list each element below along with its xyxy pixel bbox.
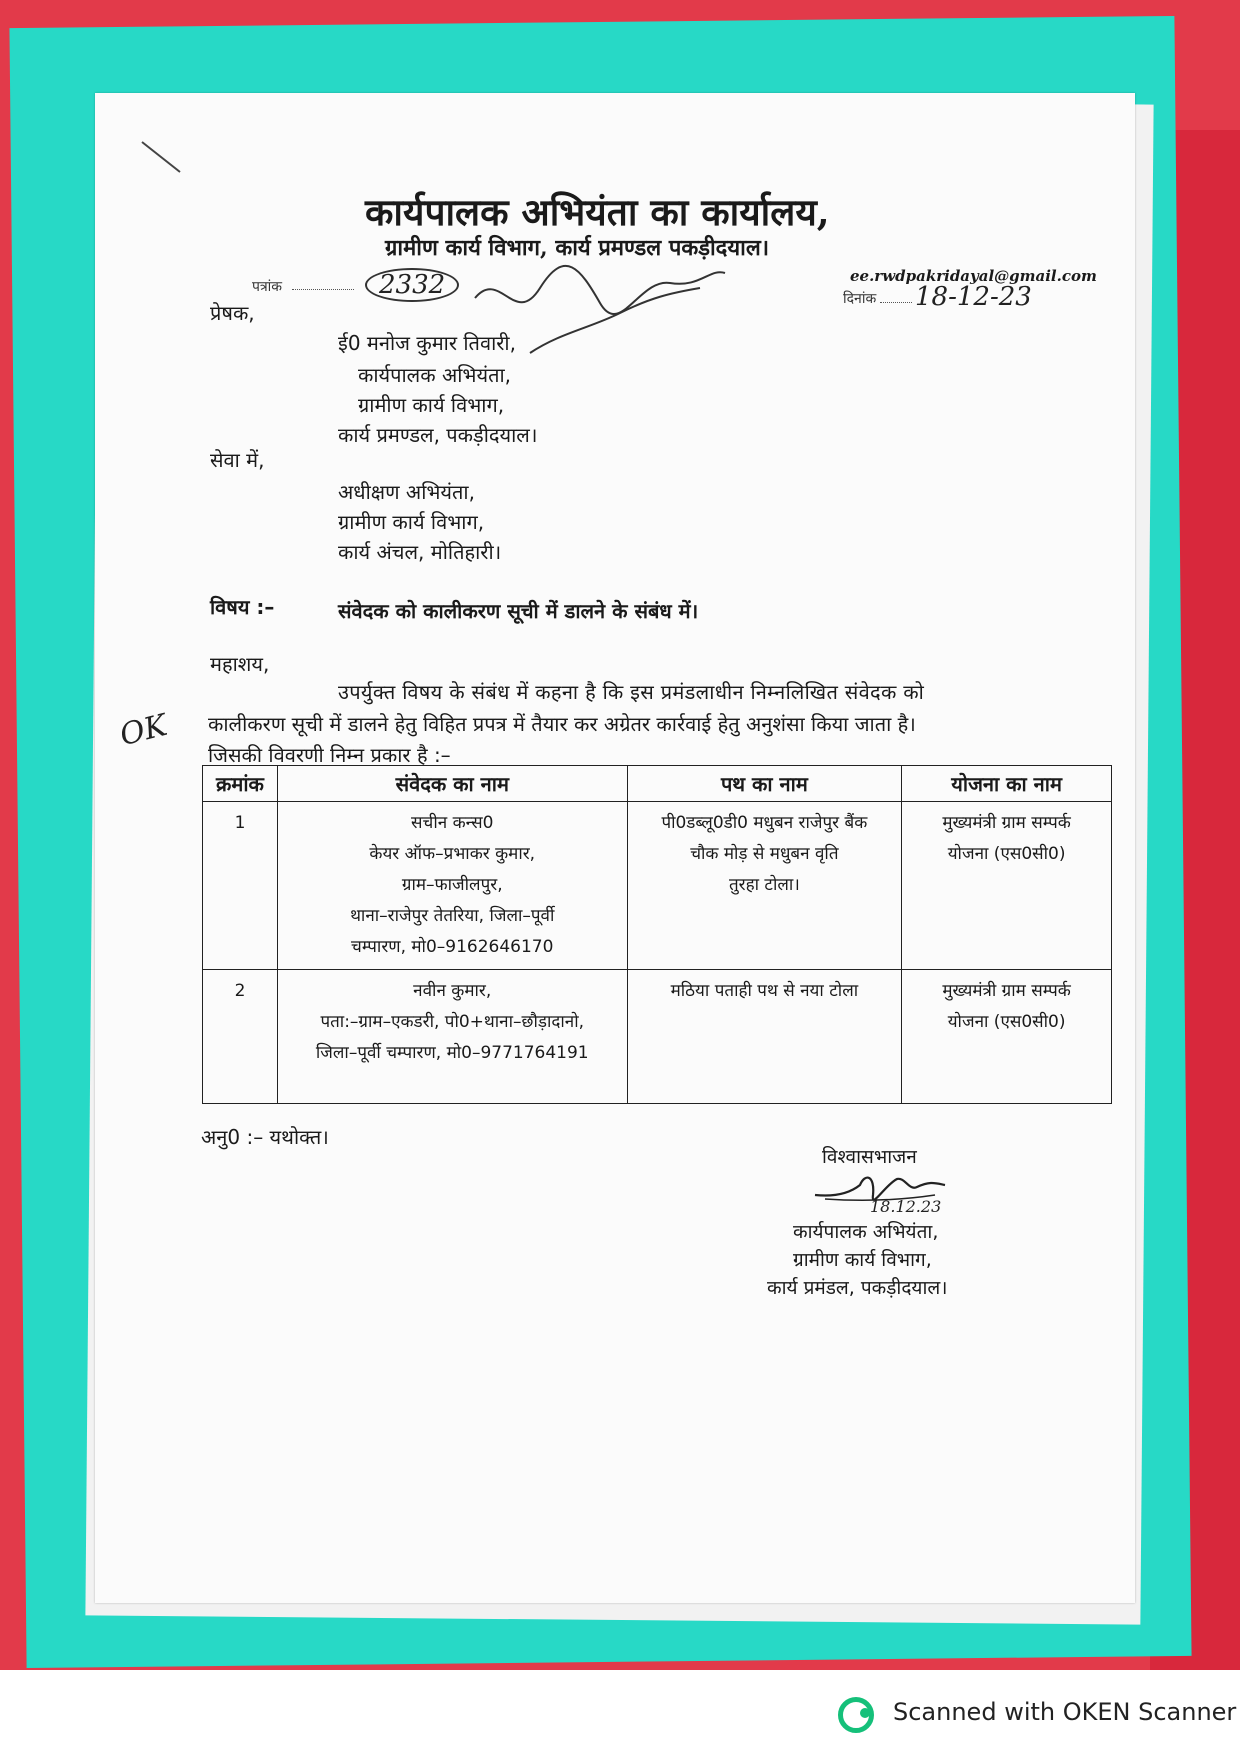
contractor-cell — [277, 802, 627, 970]
subject-text: संवेदक को कालीकरण सूची में डालने के संबंध में। — [338, 599, 699, 623]
sender-line: कार्य प्रमण्डल, पकड़ीदयाल। — [338, 423, 538, 447]
sender-label: प्रेषक, — [210, 301, 255, 325]
road-line: चौक मोड़ से मधुबन वृति — [690, 844, 839, 864]
column-header: योजना का नाम — [902, 766, 1112, 802]
road-line: मठिया पताही पथ से नया टोला — [670, 981, 859, 1001]
office-subtitle: ग्रामीण कार्य विभाग, कार्य प्रमण्डल पकड़ीदयाल। — [385, 235, 770, 261]
salutation: महाशय, — [210, 652, 270, 676]
column-header: संवेदक का नाम — [277, 766, 627, 802]
office-title: कार्यपालक अभियंता का कार्यालय, — [365, 190, 830, 234]
signature — [805, 1165, 955, 1225]
yours-faithfully: विश्वासभाजन — [822, 1146, 917, 1168]
pen-mark — [140, 138, 185, 178]
recipient-line: अधीक्षण अभियंता, — [338, 480, 475, 504]
letter-no-label: पत्रांक — [252, 279, 283, 295]
road-line: तुरहा टोला। — [728, 875, 800, 895]
contractor-line: नवीन कुमार, — [413, 981, 492, 1001]
contractor-line: सचीन कन्स0 — [411, 813, 494, 833]
contractor-cell — [277, 970, 627, 1104]
office-email: ee.rwdpakridayal@gmail.com — [850, 267, 1097, 285]
date-dots — [880, 302, 912, 303]
contractor-line: केयर ऑफ–प्रभाकर कुमार, — [369, 844, 536, 864]
letter-no-dots — [292, 289, 354, 290]
sender-line: ई0 मनोज कुमार तिवारी, — [338, 331, 516, 355]
date-label: दिनांक — [843, 291, 877, 307]
contractor-line: जिला–पूर्वी चम्पारण, मो0–9771764191 — [315, 1043, 589, 1063]
scheme-cell — [902, 802, 1112, 970]
road-cell — [627, 802, 902, 970]
contractor-line: पता:–ग्राम–एकडरी, पो0+थाना–छौड़ादानो, — [320, 1012, 585, 1032]
scheme-line: योजना (एस0सी0) — [947, 844, 1066, 864]
serial-cell: 1 — [203, 802, 278, 970]
scheme-line: योजना (एस0सी0) — [947, 1012, 1066, 1032]
margin-note: OK — [116, 707, 171, 754]
signature-date: 18.12.23 — [870, 1197, 942, 1216]
road-line: पी0डब्लू0डी0 मधुबन राजेपुर बैंक — [661, 813, 868, 833]
scheme-line: मुख्यमंत्री ग्राम सम्पर्क — [942, 813, 1071, 833]
body-paragraph-line: उपर्युक्त विषय के संबंध में कहना है कि इस प्रमंडलाधीन निम्नलिखित संवेदक को — [338, 680, 925, 704]
contractor-line: थाना–राजेपुर तेतरिया, जिला–पूर्वी — [350, 906, 555, 926]
scheme-line: मुख्यमंत्री ग्राम सम्पर्क — [942, 981, 1071, 1001]
road-cell — [627, 970, 902, 1104]
body-paragraph-line: कालीकरण सूची में डालने हेतु विहित प्रपत्र में तैयार कर अग्रेतर कार्रवाई हेतु अनुशंसा किया जाता है। — [208, 712, 916, 736]
contractor-line: चम्पारण, मो0–9162646170 — [351, 937, 554, 957]
scanner-footer: Scanned with OKEN Scanner — [893, 1698, 1237, 1726]
recipient-label: सेवा में, — [210, 448, 265, 472]
recipient-line: कार्य अंचल, मोतिहारी। — [338, 540, 502, 564]
column-header: क्रमांक — [203, 766, 278, 802]
table-row — [203, 970, 1112, 1104]
letter-no-value: 2332 — [365, 268, 459, 302]
body-paragraph-line: जिसकी विवरणी निम्न प्रकार है :– — [208, 743, 451, 767]
table-row — [203, 802, 1112, 970]
signatory-line: ग्रामीण कार्य विभाग, — [793, 1249, 932, 1271]
serial-cell: 2 — [203, 970, 278, 1104]
sender-line: ग्रामीण कार्य विभाग, — [358, 393, 505, 417]
date-value: 18-12-23 — [915, 282, 1032, 312]
contractor-table — [202, 765, 1112, 1104]
signatory-line: कार्यपालक अभियंता, — [793, 1221, 939, 1243]
oken-scanner-logo-icon — [838, 1697, 874, 1733]
table-header-row — [203, 766, 1112, 802]
enclosure-note: अनु0 :– यथोक्त। — [201, 1125, 329, 1149]
sender-line: कार्यपालक अभियंता, — [358, 363, 512, 387]
recipient-line: ग्रामीण कार्य विभाग, — [338, 510, 485, 534]
scheme-cell — [902, 970, 1112, 1104]
column-header: पथ का नाम — [627, 766, 902, 802]
subject-label: विषय :– — [210, 595, 275, 619]
signatory-line: कार्य प्रमंडल, पकड़ीदयाल। — [767, 1277, 948, 1299]
contractor-line: ग्राम–फाजीलपुर, — [401, 875, 503, 895]
